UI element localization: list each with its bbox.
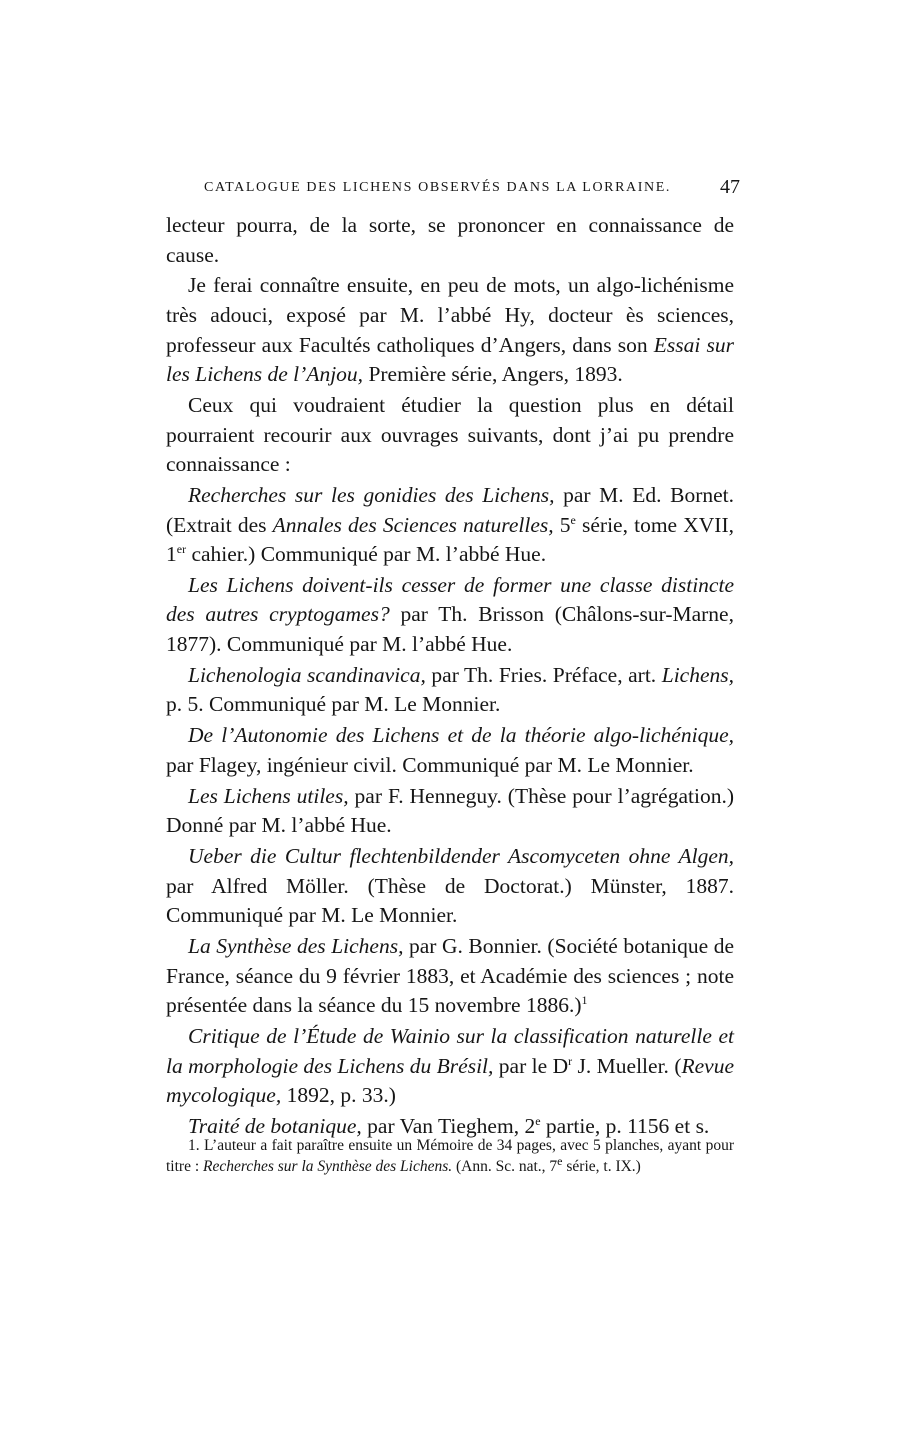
footnote (166, 1135, 734, 1177)
text-run: par Th. Brisson (Châlons-sur-Marne, 1877). Communiqué par M. l’abbé Hue. (166, 602, 734, 657)
text-run: 5 (553, 512, 571, 537)
page-number: 47 (720, 176, 740, 198)
text-run: Ceux qui voudraient étudier la question plus en détail pourraient recourir aux ouvrages suivants, dont j’ai pu prendre connaissance : (166, 392, 734, 477)
text-run: par Alfred Möller. (Thèse de Doctorat.) Münster, 1887. Communiqué par M. Le Monnier. (166, 873, 734, 928)
text-run: par Van Tieghem, 2 (361, 1113, 536, 1138)
italic-title: Annales des Sciences naturelles, (272, 512, 554, 537)
italic-title: Revue mycologique, (166, 1053, 735, 1108)
text-run: J. Mueller. ( (572, 1053, 682, 1078)
text-run: p. 5. Communiqué par M. Le Monnier. (166, 692, 501, 717)
text-run: par F. Henneguy. (Thèse pour l’agrégation.) Donné par M. l’abbé Hue. (166, 783, 734, 838)
text-run: par M. Ed. Bornet. (Extrait des (166, 482, 734, 537)
italic-title: Essai sur les Lichens de l’Anjou, (166, 332, 734, 387)
paragraph (166, 391, 734, 480)
text-run: partie, p. 1156 et s. (540, 1113, 710, 1138)
text-run: par le D (493, 1053, 569, 1078)
italic-title: Ueber die Cultur flechtenbildender Ascomyceten ohne Algen, (188, 843, 734, 868)
italic-title: Les Lichens utiles, (188, 783, 349, 808)
paragraph (166, 211, 734, 270)
superscript: er (176, 541, 187, 556)
italic-title: La Synthèse des Lichens, (188, 933, 404, 958)
superscript: e (557, 1153, 563, 1168)
footnotes (166, 1135, 734, 1177)
text-run: (Ann. Sc. nat., 7 (452, 1158, 558, 1175)
text-run: par G. Bonnier. (Société botanique de France, séance du 9 février 1883, et Académie des sciences ; note présentée dans la séance du 15 novembre 1886.) (166, 933, 734, 1018)
italic-title: Critique de l’Étude de Wainio sur la classification naturelle et la morphologie des Lichens du Brésil, (166, 1023, 734, 1078)
italic-title: Lichenologia scandinavica, (188, 662, 426, 687)
text-run: 1892, p. 33.) (281, 1083, 396, 1108)
text-run: par Th. Fries. Préface, art. (425, 662, 662, 687)
paragraph (166, 481, 734, 570)
paragraph (166, 842, 734, 931)
body-text (166, 211, 734, 1143)
text-run: par Flagey, ingénieur civil. Communiqué par M. Le Monnier. (166, 752, 694, 777)
superscript: e (535, 1113, 541, 1128)
text-run: Je ferai connaître ensuite, en peu de mots, un algo-lichénisme très adouci, exposé par M. l’abbé Hy, docteur ès sciences, professeur aux Facultés catholiques d’Angers, dans son (166, 273, 734, 357)
superscript: 1 (581, 992, 588, 1007)
text-run: lecteur pourra, de la sorte, se prononcer en connaissance de cause. (166, 213, 734, 267)
text-run: Première série, Angers, 1893. (363, 362, 623, 387)
italic-title: Les Lichens doivent-ils cesser de former une classe distincte des autres cryptogames? (166, 572, 734, 627)
paragraph (166, 661, 734, 720)
paragraph (166, 1022, 734, 1111)
superscript: e (570, 512, 576, 527)
italic-title: Traité de botanique, (188, 1113, 362, 1138)
paragraph (166, 782, 734, 841)
paragraph (166, 721, 734, 780)
italic-title: Recherches sur les gonidies des Lichens, (188, 482, 555, 507)
text-run: cahier.) Communiqué par M. l’abbé Hue. (186, 542, 547, 567)
text-run: série, tome XVII, 1 (166, 512, 734, 567)
superscript: r (568, 1053, 573, 1068)
text-run: série, t. IX.) (562, 1158, 641, 1175)
paragraph (166, 932, 734, 1021)
italic-title: Recherches sur la Synthèse des Lichens. (203, 1158, 453, 1175)
running-title: CATALOGUE DES LICHENS OBSERVÉS DANS LA LORRAINE. (204, 180, 671, 195)
italic-title: Lichens, (661, 662, 735, 687)
text-run: 1. L’auteur a fait paraître ensuite un Mémoire de 34 pages, avec 5 planches, ayant pour titre : (166, 1137, 734, 1175)
paragraph (166, 271, 734, 389)
paragraph (166, 571, 734, 660)
italic-title: De l’Autonomie des Lichens et de la théorie algo-lichénique, (188, 723, 734, 748)
